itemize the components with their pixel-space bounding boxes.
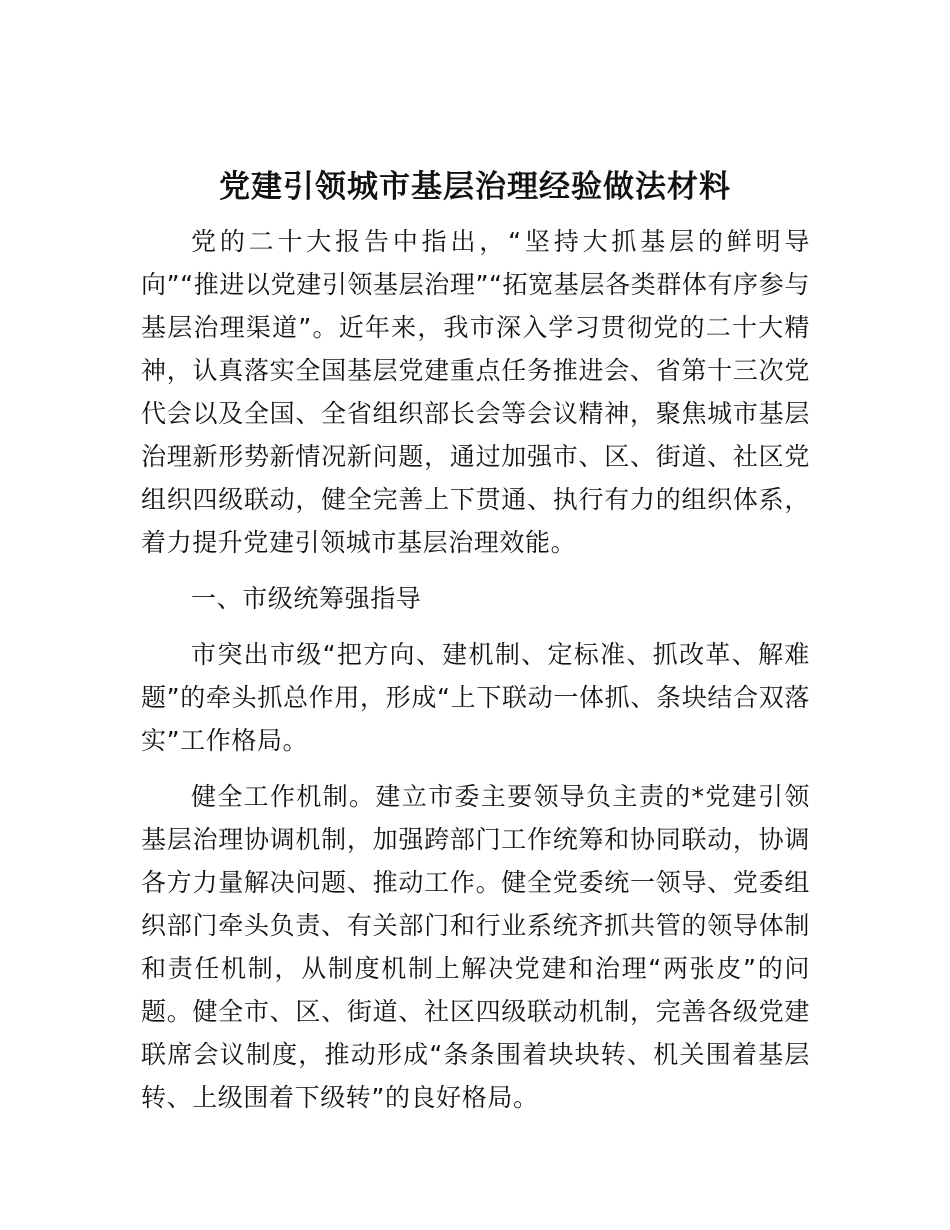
mechanism-paragraph: 健全工作机制。建立市委主要领导负主责的*党建引领基层治理协调机制，加强跨部门工作统筹和协同联动，协调各方力量解决问题、推动工作。健全党委统一领导、党委组织部门牵头负责、有关部门和行业系统齐抓共管的领导体制和责任机制，从制度机制上解决党建和治理“两张皮”的问题。健全市、区、街道、社区四级联动机制，完善各级党建联席会议制度，推动形成“条条围着块块转、机关围着基层转、上级围着下级转”的良好格局。 <box>141 782 810 1112</box>
intro-paragraph: 党的二十大报告中指出，“坚持大抓基层的鲜明导向”“推进以党建引领基层治理”“拓宽基层各类群体有序参与基层治理渠道”。近年来，我市深入学习贯彻党的二十大精神，认真落实全国基层党建重点任务推进会、省第十三次党代会以及全国、全省组织部长会等会议精神，聚焦城市基层治理新形势新情况新问题，通过加强市、区、街道、社区党组织四级联动，健全完善上下贯通、执行有力的组织体系，着力提升党建引领城市基层治理效能。 <box>141 227 810 557</box>
section-heading-1: 一、市级统筹强指导 <box>191 584 422 613</box>
document-title: 党建引领城市基层治理经验做法材料 <box>219 169 731 205</box>
document-body <box>141 220 810 1132</box>
section-1-paragraph: 市突出市级“把方向、建机制、定标准、抓改革、解难题”的牵头抓总作用，形成“上下联动一体抓、条块结合双落实”工作格局。 <box>141 640 810 755</box>
